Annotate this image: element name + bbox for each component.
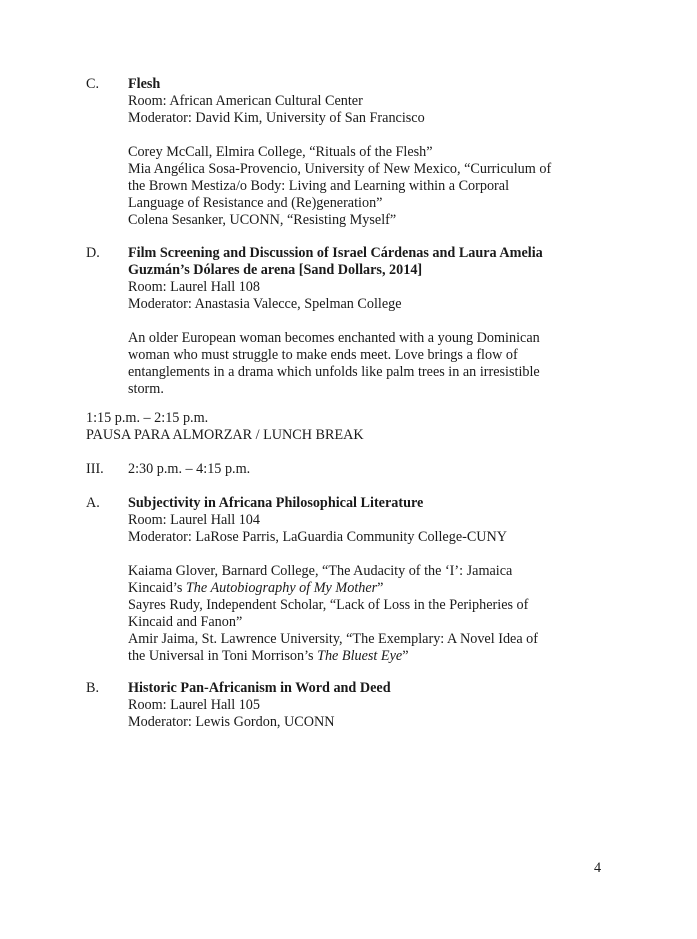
book-title: The Bluest Eye <box>317 648 403 664</box>
session-3-label: III. <box>86 461 104 477</box>
section-a-room: Room: Laurel Hall 104 <box>128 512 260 528</box>
section-d-title-line-2: Guzmán’s Dólares de arena [Sand Dollars, 2014] <box>128 262 423 278</box>
book-title: The Autobiography of My Mother <box>185 580 378 596</box>
lunch-time: 1:15 p.m. – 2:15 p.m. <box>86 410 209 426</box>
lunch-break <box>86 410 364 444</box>
section-b-label: B. <box>86 680 100 696</box>
page-number: 4 <box>594 860 602 876</box>
section-c-room: Room: African American Cultural Center <box>128 93 363 109</box>
section-b-title: Historic Pan-Africanism in Word and Deed <box>128 680 391 696</box>
section-d-label: D. <box>86 245 100 261</box>
section-d-description-line-1: An older European woman becomes enchanted with a young Dominican <box>128 330 540 346</box>
section-d-title-line-1: Film Screening and Discussion of Israel Cárdenas and Laura Amelia <box>128 245 543 261</box>
section-d-description-line-2: woman who must struggle to make ends meet. Love brings a flow of <box>128 347 518 363</box>
section-a-paper-3-line-2: the Universal in Toni Morrison’s The Bluest Eye” <box>128 648 409 664</box>
section-c-label: C. <box>86 76 100 92</box>
section-c-paper-1: Corey McCall, Elmira College, “Rituals of the Flesh” <box>128 144 433 160</box>
section-b-room: Room: Laurel Hall 105 <box>128 697 260 713</box>
section-a-paper-3-line-1: Amir Jaima, St. Lawrence University, “The Exemplary: A Novel Idea of <box>128 631 538 647</box>
section-a-label: A. <box>86 495 100 511</box>
section-a <box>128 495 538 665</box>
session-3-time: 2:30 p.m. – 4:15 p.m. <box>128 461 251 477</box>
section-c-moderator: Moderator: David Kim, University of San Francisco <box>128 110 425 126</box>
section-c-paper-3: Colena Sesanker, UCONN, “Resisting Myself” <box>128 212 397 228</box>
section-d-room: Room: Laurel Hall 108 <box>128 279 260 295</box>
section-c-title: Flesh <box>128 76 161 92</box>
section-a-paper-2-line-1: Sayres Rudy, Independent Scholar, “Lack of Loss in the Peripheries of <box>128 597 529 613</box>
section-a-paper-1-line-1: Kaiama Glover, Barnard College, “The Audacity of the ‘I’: Jamaica <box>128 563 513 579</box>
section-d <box>128 245 543 398</box>
section-c-paper-2-line-2: the Brown Mestiza/o Body: Living and Learning within a Corporal <box>128 178 510 194</box>
section-b <box>128 680 391 731</box>
section-a-paper-2-line-2: Kincaid and Fanon” <box>128 614 243 630</box>
section-b-moderator: Moderator: Lewis Gordon, UCONN <box>128 714 335 730</box>
section-d-description-line-4: storm. <box>128 381 164 397</box>
section-c-paper-2-line-1: Mia Angélica Sosa-Provencio, University of New Mexico, “Curriculum of <box>128 161 552 177</box>
section-c-paper-2-line-3: Language of Resistance and (Re)generation” <box>128 195 383 211</box>
section-d-moderator: Moderator: Anastasia Valecce, Spelman College <box>128 296 402 312</box>
section-a-moderator: Moderator: LaRose Parris, LaGuardia Community College-CUNY <box>128 529 508 545</box>
section-a-title: Subjectivity in Africana Philosophical Literature <box>128 495 424 511</box>
section-a-paper-1-line-2: Kincaid’s The Autobiography of My Mother” <box>128 580 384 596</box>
lunch-label: PAUSA PARA ALMORZAR / LUNCH BREAK <box>86 427 364 443</box>
section-c <box>128 76 551 229</box>
section-d-description-line-3: entanglements in a drama which unfolds like palm trees in an irresistible <box>128 364 540 380</box>
